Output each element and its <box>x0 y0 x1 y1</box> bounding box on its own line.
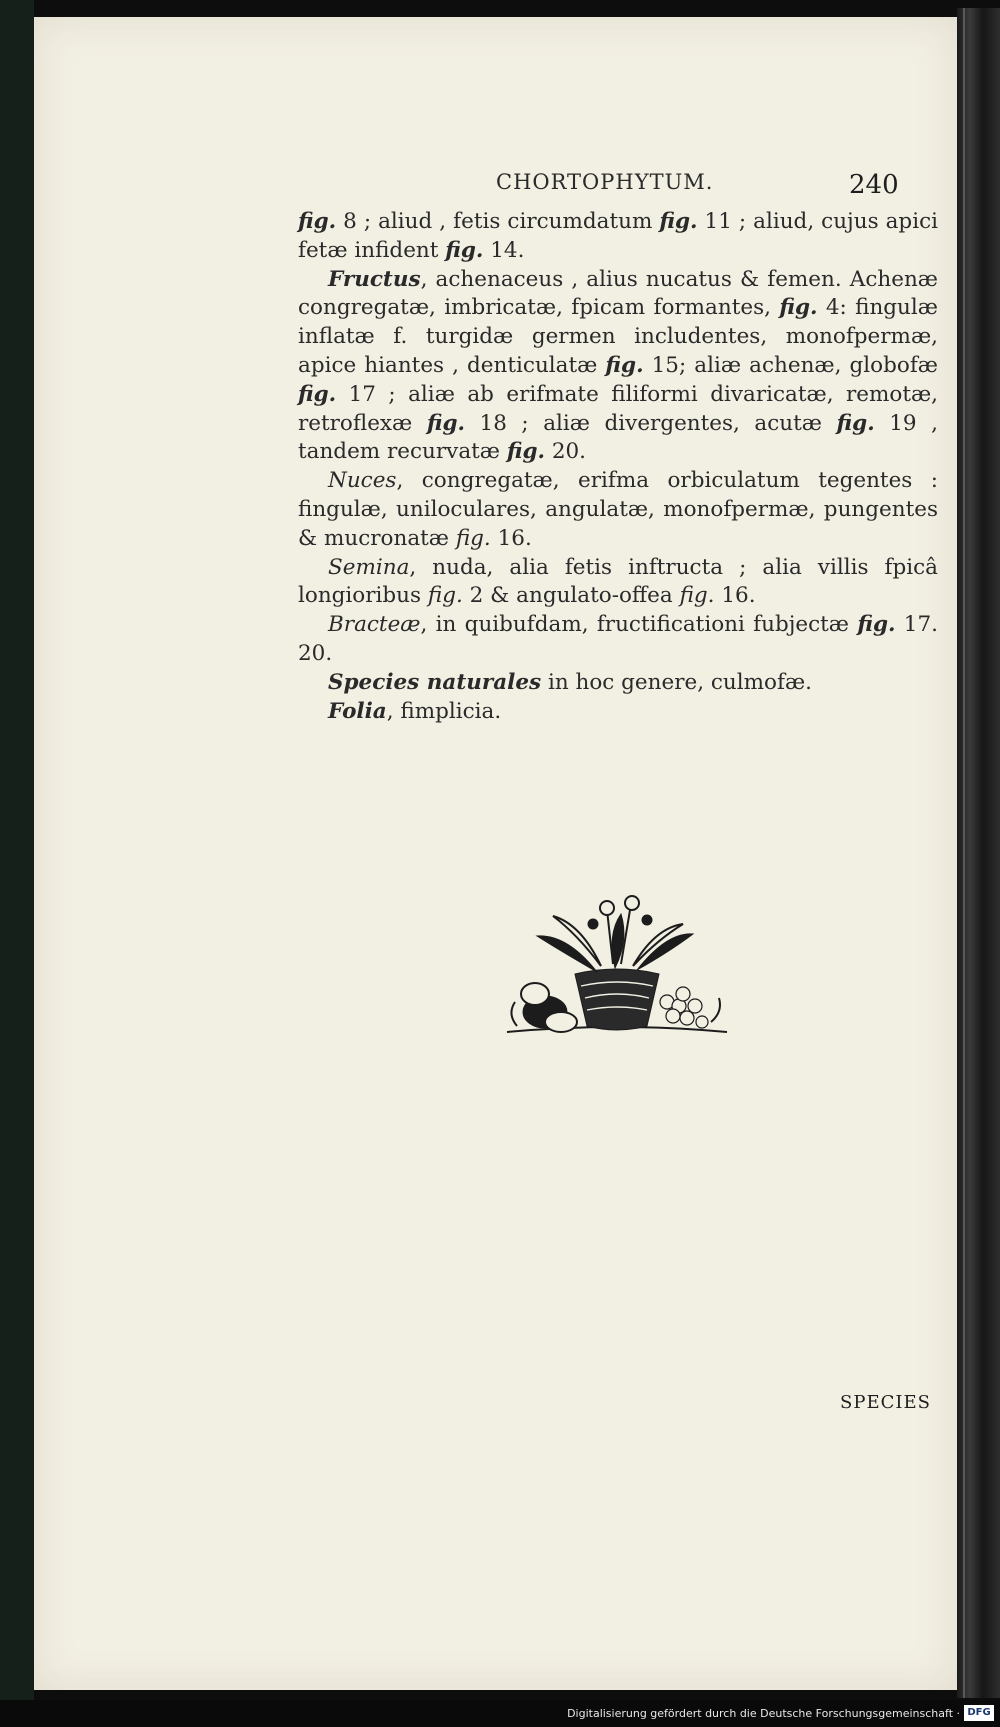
fruit-basket-ornament <box>497 894 737 1054</box>
fig-ref: fig. <box>427 583 463 609</box>
fig-ref: fig. <box>455 525 491 551</box>
book-fore-edge <box>957 8 1000 1698</box>
catchword: SPECIES <box>840 1392 931 1413</box>
paragraph-figures <box>298 208 938 266</box>
paragraph-folia <box>298 698 938 727</box>
text-run: in hoc genere, culmofæ. <box>541 669 812 695</box>
running-head: CHORTOPHYTUM. <box>496 170 714 194</box>
text-run: 4: fingulæ inflatæ f. turgidæ germen includentes, monofpermæ, apice hiantes , denticulatæ <box>298 295 938 378</box>
fig-ref: fig. <box>779 295 818 321</box>
fig-ref: fig. <box>836 410 875 436</box>
text-run: 17. 20. <box>298 612 938 666</box>
text-run: , fimplicia. <box>386 698 502 724</box>
viewer-footer <box>0 1700 1000 1727</box>
text-run: 2 & angulato-offea <box>462 583 680 609</box>
dfg-logo: DFG <box>964 1705 994 1721</box>
term-fructus: Fructus <box>328 266 421 292</box>
fig-ref: fig. <box>679 583 715 609</box>
paragraph-fructus <box>298 266 938 468</box>
text-run: 16. <box>490 525 532 551</box>
fig-ref: fig. <box>426 410 465 436</box>
term-semina: Semina <box>328 554 410 580</box>
text-block <box>298 208 938 726</box>
fig-ref: fig. <box>445 237 484 263</box>
page-number: 240 <box>849 170 899 200</box>
page-header <box>34 170 957 200</box>
fore-edge-streak <box>963 8 965 1698</box>
term-species-naturales: Species naturales <box>328 669 542 695</box>
funding-credit: Digitalisierung gefördert durch die Deutsche Forschungsgemeinschaft · <box>567 1707 960 1720</box>
text-run: 16. <box>714 583 756 609</box>
fig-ref: fig. <box>659 209 698 234</box>
text-run: , achenaceus , alius nucatus & femen. Achenæ congregatæ, imbricatæ, fpicam formantes, <box>298 266 938 321</box>
text-run: 8 ; aliud , fetis circumdatum <box>336 209 660 234</box>
fig-ref: fig. <box>857 612 896 638</box>
term-bracteae: Bracteæ <box>328 612 421 638</box>
text-run: 17 ; aliæ ab erifmate filiformi divaricatæ, remotæ, retroflexæ <box>298 381 938 436</box>
text-run: , in quibufdam, fructificationi fubjectæ <box>420 612 858 638</box>
text-run: , congregatæ, erifma orbiculatum tegentes : fingulæ, uniloculares, angulatæ, monofpermæ, pungentes & mucronatæ <box>298 468 938 551</box>
text-run: 18 ; aliæ divergentes, acutæ <box>464 410 837 436</box>
text-run: 19 , tandem recurvatæ <box>298 410 938 465</box>
term-nuces: Nuces <box>328 468 397 494</box>
paragraph-nuces <box>298 467 938 553</box>
text-run: 11 ; aliud, cujus apici fetæ infident <box>298 209 938 263</box>
paragraph-bracteae <box>298 611 938 669</box>
term-folia: Folia <box>328 698 387 724</box>
paragraph-semina <box>298 554 938 612</box>
fig-ref: fig. <box>506 439 545 465</box>
fig-ref: fig. <box>605 352 644 378</box>
paragraph-species <box>298 669 938 698</box>
text-run: 14. <box>483 237 525 263</box>
text-run: 15; aliæ achenæ, globofæ <box>643 352 938 378</box>
scan-left-strip <box>0 0 34 1700</box>
fig-ref: fig. <box>298 209 337 234</box>
fig-ref: fig. <box>298 381 337 407</box>
text-run: 20. <box>544 439 587 465</box>
book-page <box>34 17 957 1690</box>
text-run: , nuda, alia fetis inftructa ; alia villis fpicâ longioribus <box>298 554 938 609</box>
